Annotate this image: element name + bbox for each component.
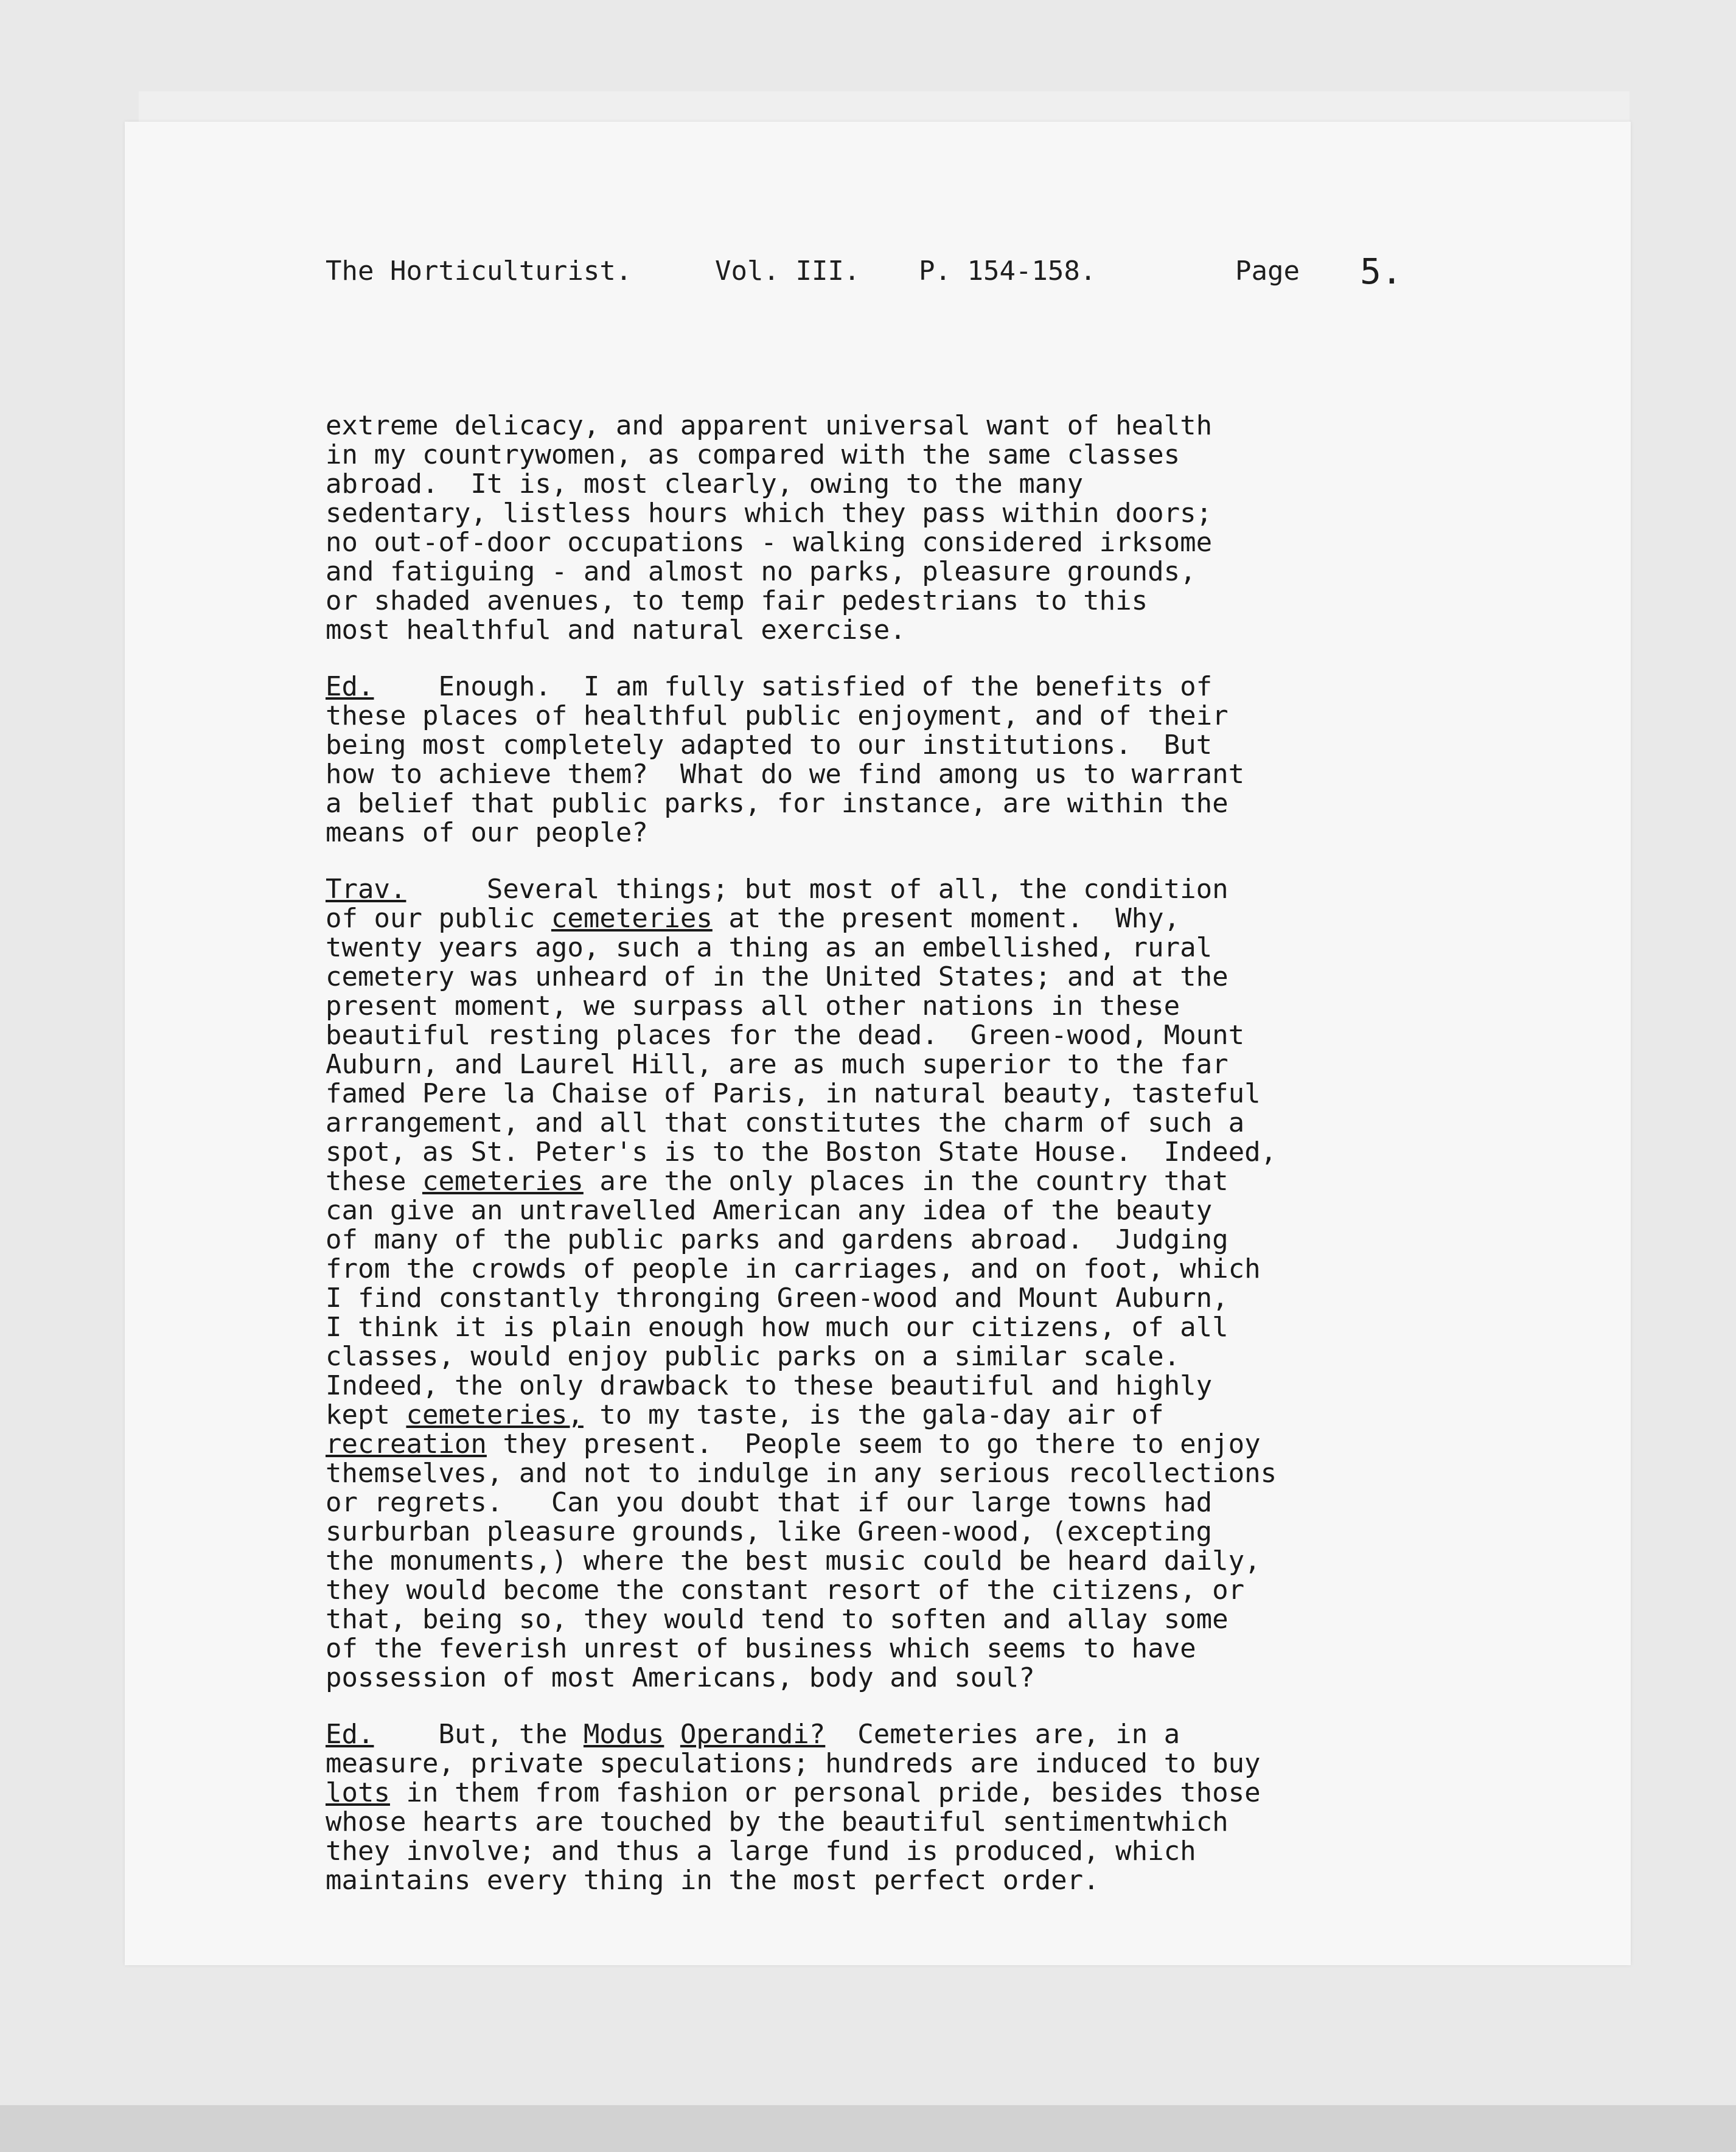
text-line: Indeed, the only drawback to these beautiful and highly [326, 1370, 1213, 1401]
text-line: a belief that public parks, for instance, are within the [326, 788, 1229, 819]
document-body [326, 411, 1396, 1923]
text-line: recreation they present. People seem to go there to enjoy [326, 1429, 1261, 1460]
text-line: from the crowds of people in carriages, and on foot, which [326, 1253, 1261, 1284]
text-line: most healthful and natural exercise. [326, 615, 906, 646]
speaker-label: Ed. [326, 671, 374, 702]
text-line: arrangement, and all that constitutes the charm of such a [326, 1107, 1245, 1138]
text-line: Auburn, and Laurel Hill, are as much superior to the far [326, 1049, 1229, 1080]
text-line: present moment, we surpass all other nations in these [326, 991, 1180, 1022]
text-line: they involve; and thus a large fund is produced, which [326, 1836, 1196, 1867]
text-line: that, being so, they would tend to soften and allay some [326, 1604, 1229, 1635]
speaker-label: Trav. [326, 874, 406, 905]
page-header [326, 251, 1403, 298]
text-line: lots in them from fashion or personal pride, besides those [326, 1777, 1261, 1808]
text-line: I think it is plain enough how much our citizens, of all [326, 1312, 1229, 1343]
text-line: Trav. Several things; but most of all, the condition [326, 874, 1229, 905]
text-line: twenty years ago, such a thing as an embellished, rural [326, 932, 1213, 963]
text-line: sedentary, listless hours which they pass within doors; [326, 498, 1213, 529]
text-line: whose hearts are touched by the beautiful sentimentwhich [326, 1806, 1229, 1837]
text-line: abroad. It is, most clearly, owing to the many [326, 468, 1084, 500]
text-line: classes, would enjoy public parks on a similar scale. [326, 1341, 1180, 1372]
scanner-edge [0, 2105, 1736, 2152]
text-line: surburban pleasure grounds, like Green-wood, (excepting [326, 1516, 1213, 1547]
text-line: I find constantly thronging Green-wood and Mount Auburn, [326, 1283, 1229, 1314]
text-line: beautiful resting places for the dead. Green-wood, Mount [326, 1020, 1245, 1051]
text-line: the monuments,) where the best music could be heard daily, [326, 1545, 1261, 1576]
text-line: maintains every thing in the most perfect order. [326, 1865, 1100, 1896]
text-line: or regrets. Can you doubt that if our large towns had [326, 1487, 1213, 1518]
publication-title: The Horticulturist. [326, 256, 632, 287]
text-line: of the feverish unrest of business which seems to have [326, 1633, 1196, 1664]
text-line: kept cemeteries, to my taste, is the gala-day air of [326, 1399, 1164, 1430]
text-line: in my countrywomen, as compared with the same classes [326, 439, 1180, 470]
text-line: famed Pere la Chaise of Paris, in natural beauty, tasteful [326, 1078, 1261, 1109]
page-label: Page [1235, 256, 1300, 287]
text-line: being most completely adapted to our institutions. But [326, 730, 1213, 761]
text-line: spot, as St. Peter's is to the Boston State House. Indeed, [326, 1137, 1277, 1168]
text-line: of our public cemeteries at the present moment. Why, [326, 903, 1180, 934]
text-line: Ed. But, the Modus Operandi? Cemeteries are, in a [326, 1719, 1180, 1750]
text-line: measure, private speculations; hundreds are induced to buy [326, 1748, 1261, 1779]
text-line: themselves, and not to indulge in any serious recollections [326, 1458, 1277, 1489]
text-line: of many of the public parks and gardens abroad. Judging [326, 1224, 1229, 1255]
volume-label: Vol. III. [715, 256, 860, 287]
paragraph [326, 1720, 1396, 1895]
page-range: P. 154-158. [919, 256, 1096, 287]
speaker-label: Ed. [326, 1719, 374, 1750]
text-line: possession of most Americans, body and soul? [326, 1662, 1035, 1693]
text-line: no out-of-door occupations - walking considered irksome [326, 527, 1213, 558]
paragraph [326, 875, 1396, 1693]
text-line: these places of healthful public enjoyment, and of their [326, 700, 1229, 731]
page-number: 5. [1360, 251, 1403, 292]
text-line: means of our people? [326, 817, 648, 848]
paragraph [326, 672, 1396, 848]
text-line: and fatiguing - and almost no parks, pleasure grounds, [326, 556, 1196, 587]
text-line: can give an untravelled American any idea of the beauty [326, 1195, 1213, 1226]
text-line: extreme delicacy, and apparent universal want of health [326, 410, 1213, 441]
text-line: how to achieve them? What do we find among us to warrant [326, 759, 1245, 790]
text-line: they would become the constant resort of the citizens, or [326, 1575, 1245, 1606]
text-line: these cemeteries are the only places in the country that [326, 1166, 1229, 1197]
text-line: cemetery was unheard of in the United States; and at the [326, 961, 1229, 992]
text-line: or shaded avenues, to temp fair pedestrians to this [326, 585, 1148, 616]
text-line: Ed. Enough. I am fully satisfied of the benefits of [326, 671, 1213, 702]
paragraph [326, 411, 1396, 645]
